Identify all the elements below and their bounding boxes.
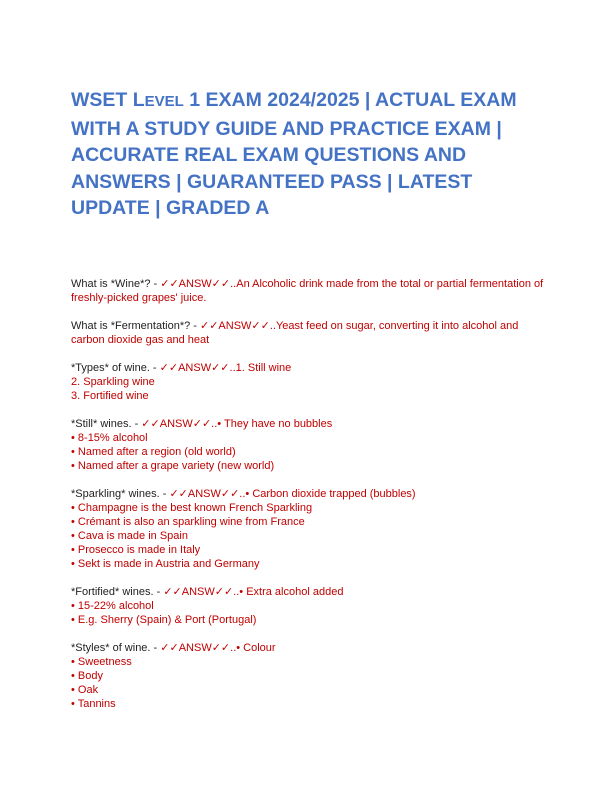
answer-line: • Sekt is made in Austria and Germany — [71, 558, 260, 570]
question-text: *Styles* of wine. - — [71, 642, 161, 654]
title-part-1: WSET L — [71, 89, 145, 111]
title-part-2: EVEL — [144, 93, 184, 110]
answer-line: 2. Sparkling wine — [71, 376, 155, 388]
question-text: *Still* wines. - — [71, 418, 142, 430]
question-text: What is *Fermentation*? - — [71, 320, 200, 332]
document-title — [71, 87, 549, 222]
qa-item-types — [71, 361, 551, 403]
qa-item-fortified — [71, 585, 551, 627]
answer-text: ✓✓ANSW✓✓..• Colour — [160, 642, 276, 654]
answer-line: • Body — [71, 670, 103, 682]
qa-list — [71, 277, 551, 725]
answer-line: • 8-15% alcohol — [71, 432, 148, 444]
answer-line: • Named after a grape variety (new world) — [71, 460, 275, 472]
answer-line: • Named after a region (old world) — [71, 446, 236, 458]
answer-text: ✓✓ANSW✓✓..An Alcoholic drink made from the total or partial fermentation of freshly-picked grapes' juice. — [71, 278, 544, 304]
question-text: *Fortified* wines. - — [71, 586, 164, 598]
qa-item-styles — [71, 641, 551, 711]
answer-line: • Champagne is the best known French Sparkling — [71, 502, 313, 514]
answer-text: ✓✓ANSW✓✓..• Carbon dioxide trapped (bubbles) — [169, 488, 416, 500]
answer-text: ✓✓ANSW✓✓..• Extra alcohol added — [163, 586, 344, 598]
answer-text: ✓✓ANSW✓✓..• They have no bubbles — [141, 418, 333, 430]
question-text: What is *Wine*? - — [71, 278, 161, 290]
title-part-3: 1 EXAM 2024/2025 | ACTUAL EXAM WITH A STUDY GUIDE AND PRACTICE EXAM | ACCURATE REAL EXAM QUESTIONS AND ANSWERS | GUARANTEED PASS | LATEST UPDATE | GRADED A — [71, 89, 517, 219]
answer-line: • Tannins — [71, 698, 116, 710]
qa-item-sparkling — [71, 487, 551, 571]
answer-line: • Oak — [71, 684, 99, 696]
answer-line: • 15-22% alcohol — [71, 600, 154, 612]
answer-line: • Prosecco is made in Italy — [71, 544, 201, 556]
qa-item-still — [71, 417, 551, 473]
answer-line: 3. Fortified wine — [71, 390, 149, 402]
answer-line: • Cava is made in Spain — [71, 530, 188, 542]
qa-item-fermentation — [71, 319, 551, 347]
question-text: *Types* of wine. - — [71, 362, 160, 374]
answer-line: • Sweetness — [71, 656, 132, 668]
question-text: *Sparkling* wines. - — [71, 488, 170, 500]
answer-line: • Crémant is also an sparkling wine from France — [71, 516, 305, 528]
answer-text: ✓✓ANSW✓✓..1. Still wine — [159, 362, 292, 374]
answer-text: ✓✓ANSW✓✓..Yeast feed on sugar, converting it into alcohol and carbon dioxide gas and heat — [71, 320, 519, 346]
answer-line: • E.g. Sherry (Spain) & Port (Portugal) — [71, 614, 257, 626]
qa-item-wine — [71, 277, 551, 305]
